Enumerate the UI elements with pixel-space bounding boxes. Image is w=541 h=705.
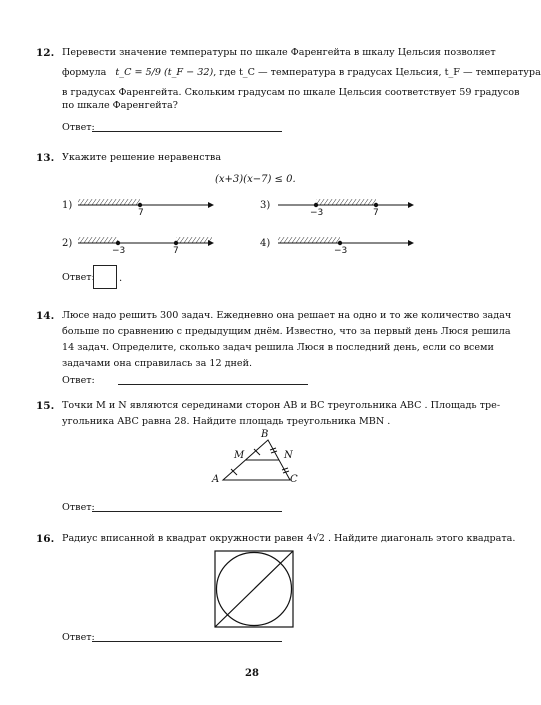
q12-answer-field[interactable]: [92, 131, 282, 132]
q13-answer-box[interactable]: [93, 265, 117, 289]
q13-option2-tick-7: 7: [173, 246, 179, 256]
q12-text-line2: [62, 66, 541, 79]
q12-text-line3: в градусах Фаренгейта. Скольким градусам по шкале Цельсия соответствует 59 градусов: [62, 87, 520, 98]
q15-text-line1: Точки M и N являются серединами сторон AB и BC треугольника ABC . Площадь тре-: [62, 400, 501, 411]
q16-answer-field[interactable]: [92, 641, 282, 642]
q15-label-N: N: [284, 450, 293, 461]
q12-formula-prefix: формула: [62, 67, 107, 78]
q13-option4-numberline[interactable]: [278, 234, 418, 252]
q13-option4-label: 4): [260, 238, 271, 249]
q13-option3-label: 3): [260, 200, 271, 211]
q14-number: 14.: [36, 310, 55, 322]
q12-number: 12.: [36, 47, 55, 59]
page-number: 28: [245, 668, 259, 679]
q14-text-line3: 14 задач. Определите, сколько задач решила Люся в последний день, если со всеми: [62, 342, 494, 353]
q15-answer-field[interactable]: [92, 511, 282, 512]
q12-formula: t_C = 5/9 (t_F − 32): [115, 67, 214, 78]
q12-text-line4: по шкале Фаренгейта?: [62, 100, 178, 111]
q13-option3-tick-7: 7: [373, 208, 379, 218]
q13-option2-numberline[interactable]: [78, 234, 218, 252]
q14-answer-field[interactable]: [118, 384, 308, 385]
q13-option2-tick-neg3: −3: [112, 246, 126, 256]
q16-text: Радиус вписанной в квадрат окружности равен 4√2 . Найдите диагональ этого квадрата.: [62, 533, 516, 544]
q13-answer-label: Ответ:: [62, 272, 95, 283]
q15-label-B: B: [261, 429, 269, 440]
q14-text-line4: задачами она справилась за 12 дней.: [62, 358, 253, 369]
q13-number: 13.: [36, 152, 55, 164]
q12-answer-label: Ответ:: [62, 122, 95, 133]
q13-option1-label: 1): [62, 200, 73, 211]
q15-label-M: M: [234, 450, 245, 461]
q15-number: 15.: [36, 400, 55, 412]
q13-option1-numberline[interactable]: [78, 196, 218, 214]
q15-answer-label: Ответ:: [62, 502, 95, 513]
q16-answer-label: Ответ:: [62, 632, 95, 643]
q13-option4-tick-neg3: −3: [334, 246, 348, 256]
q13-answer-period: .: [119, 273, 123, 284]
q13-inequality: (x+3)(x−7) ≤ 0.: [215, 174, 296, 185]
q12-formula-rest: , где t_C — температура в градусах Цельсия, t_F — температура: [213, 67, 541, 78]
q15-label-C: C: [290, 474, 298, 485]
q13-option2-label: 2): [62, 238, 73, 249]
q16-square-circle-figure: [214, 550, 296, 630]
q14-text-line1: Люсе надо решить 300 задач. Ежедневно она решает на одно и то же количество задач: [62, 310, 512, 321]
q15-label-A: A: [212, 474, 220, 485]
q14-text-line2: больше по сравнению с предыдущим днём. Известно, что за первый день Люся решила: [62, 326, 511, 337]
q13-text: Укажите решение неравенства: [62, 152, 222, 163]
q12-text-line1: Перевести значение температуры по шкале Фаренгейта в шкалу Цельсия позволяет: [62, 47, 496, 58]
q15-text-line2: угольника ABC равна 28. Найдите площадь треугольника MBN .: [62, 416, 391, 427]
q13-option1-tick-7: 7: [138, 208, 144, 218]
q13-option3-numberline[interactable]: [278, 196, 418, 214]
q13-option3-tick-neg3: −3: [310, 208, 324, 218]
q14-answer-label: Ответ:: [62, 375, 95, 386]
q16-number: 16.: [36, 533, 55, 545]
